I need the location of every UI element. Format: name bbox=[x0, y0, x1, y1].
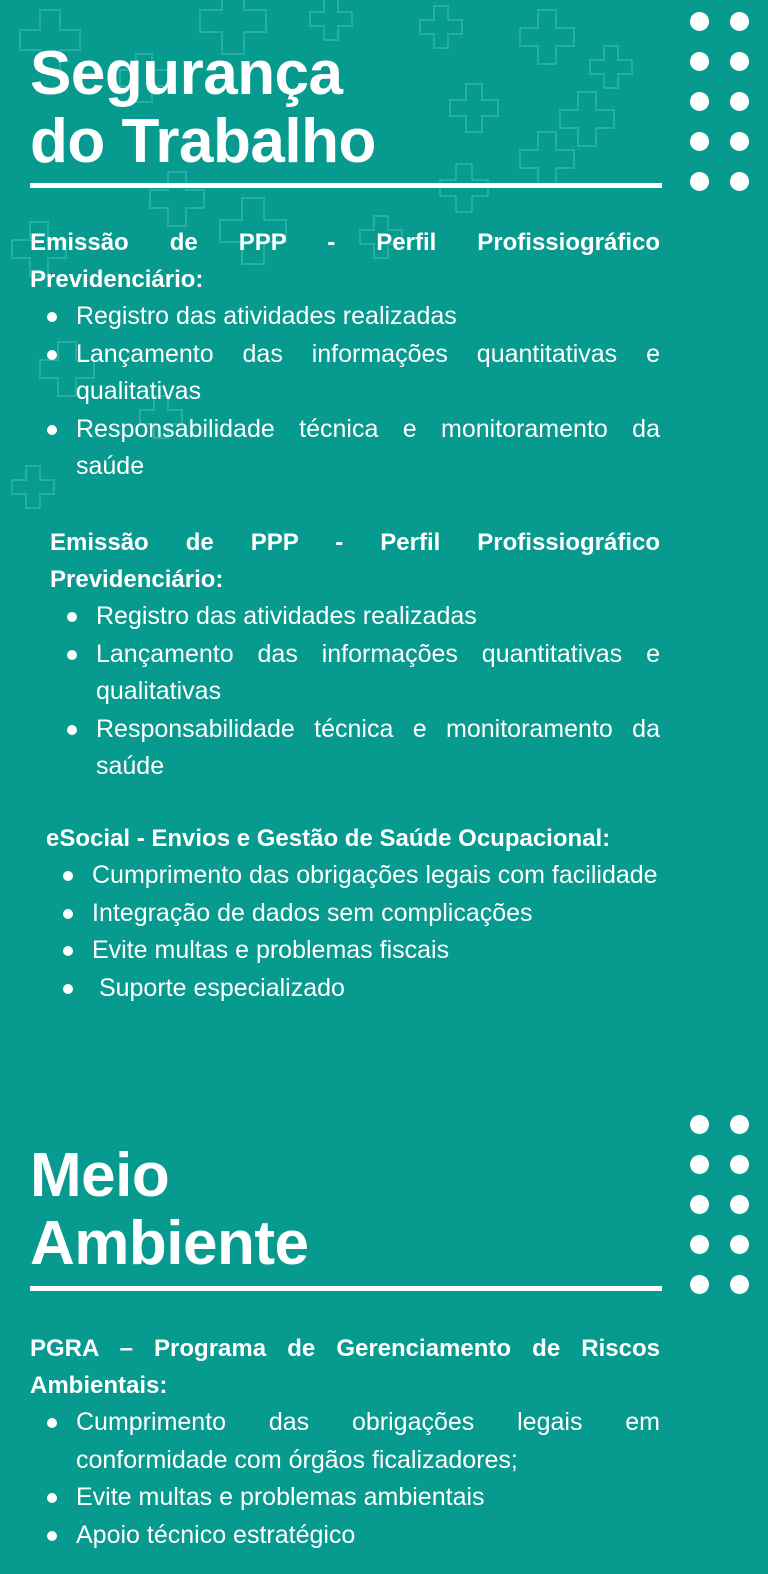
list-item: Cumprimento das obrigações legais em conformidade com órgãos ficalizadores; bbox=[30, 1404, 660, 1479]
list-item: Integração de dados sem complicações bbox=[46, 895, 660, 933]
list-item: Registro das atividades realizadas bbox=[50, 598, 660, 636]
heading-line: Meio bbox=[30, 1141, 170, 1210]
section-title: Emissão de PPP - Perfil Profissiográfico Previdenciário: bbox=[30, 229, 660, 293]
list-item: Evite multas e problemas fiscais bbox=[46, 932, 660, 970]
heading-line: Ambiente bbox=[30, 1209, 309, 1278]
section-pgra bbox=[30, 1330, 660, 1554]
section-esocial bbox=[46, 820, 660, 1007]
page-title-seguranca bbox=[30, 40, 376, 176]
list-item: Suporte especializado bbox=[46, 970, 660, 1008]
heading-underline bbox=[30, 183, 662, 188]
page-title-meio-ambiente bbox=[30, 1142, 308, 1278]
list-item: Apoio técnico estratégico bbox=[30, 1517, 660, 1555]
list-item: Responsabilidade técnica e monitoramento da saúde bbox=[50, 711, 660, 786]
bullet-list bbox=[46, 857, 660, 1007]
bullet-list bbox=[30, 298, 660, 486]
section-title: PGRA – Programa de Gerenciamento de Riscos Ambientais: bbox=[30, 1335, 660, 1399]
list-item: Lançamento das informações quantitativas e qualitativas bbox=[50, 636, 660, 711]
dot-grid-icon bbox=[690, 1115, 752, 1297]
heading-line: Segurança bbox=[30, 39, 343, 108]
list-item: Registro das atividades realizadas bbox=[30, 298, 660, 336]
list-item: Evite multas e problemas ambientais bbox=[30, 1479, 660, 1517]
section-ppp bbox=[30, 224, 660, 486]
list-item: Responsabilidade técnica e monitoramento da saúde bbox=[30, 411, 660, 486]
bullet-list bbox=[50, 598, 660, 786]
section-title: eSocial - Envios e Gestão de Saúde Ocupacional: bbox=[46, 825, 611, 852]
list-item: Lançamento das informações quantitativas e qualitativas bbox=[30, 336, 660, 411]
dot-grid-icon bbox=[690, 12, 752, 194]
list-item: Cumprimento das obrigações legais com facilidade bbox=[46, 857, 660, 895]
heading-line: do Trabalho bbox=[30, 107, 376, 176]
section-title: Emissão de PPP - Perfil Profissiográfico Previdenciário: bbox=[50, 529, 660, 593]
section-ppp-repeat bbox=[50, 524, 660, 786]
bullet-list bbox=[30, 1404, 660, 1554]
heading-underline bbox=[30, 1286, 662, 1291]
